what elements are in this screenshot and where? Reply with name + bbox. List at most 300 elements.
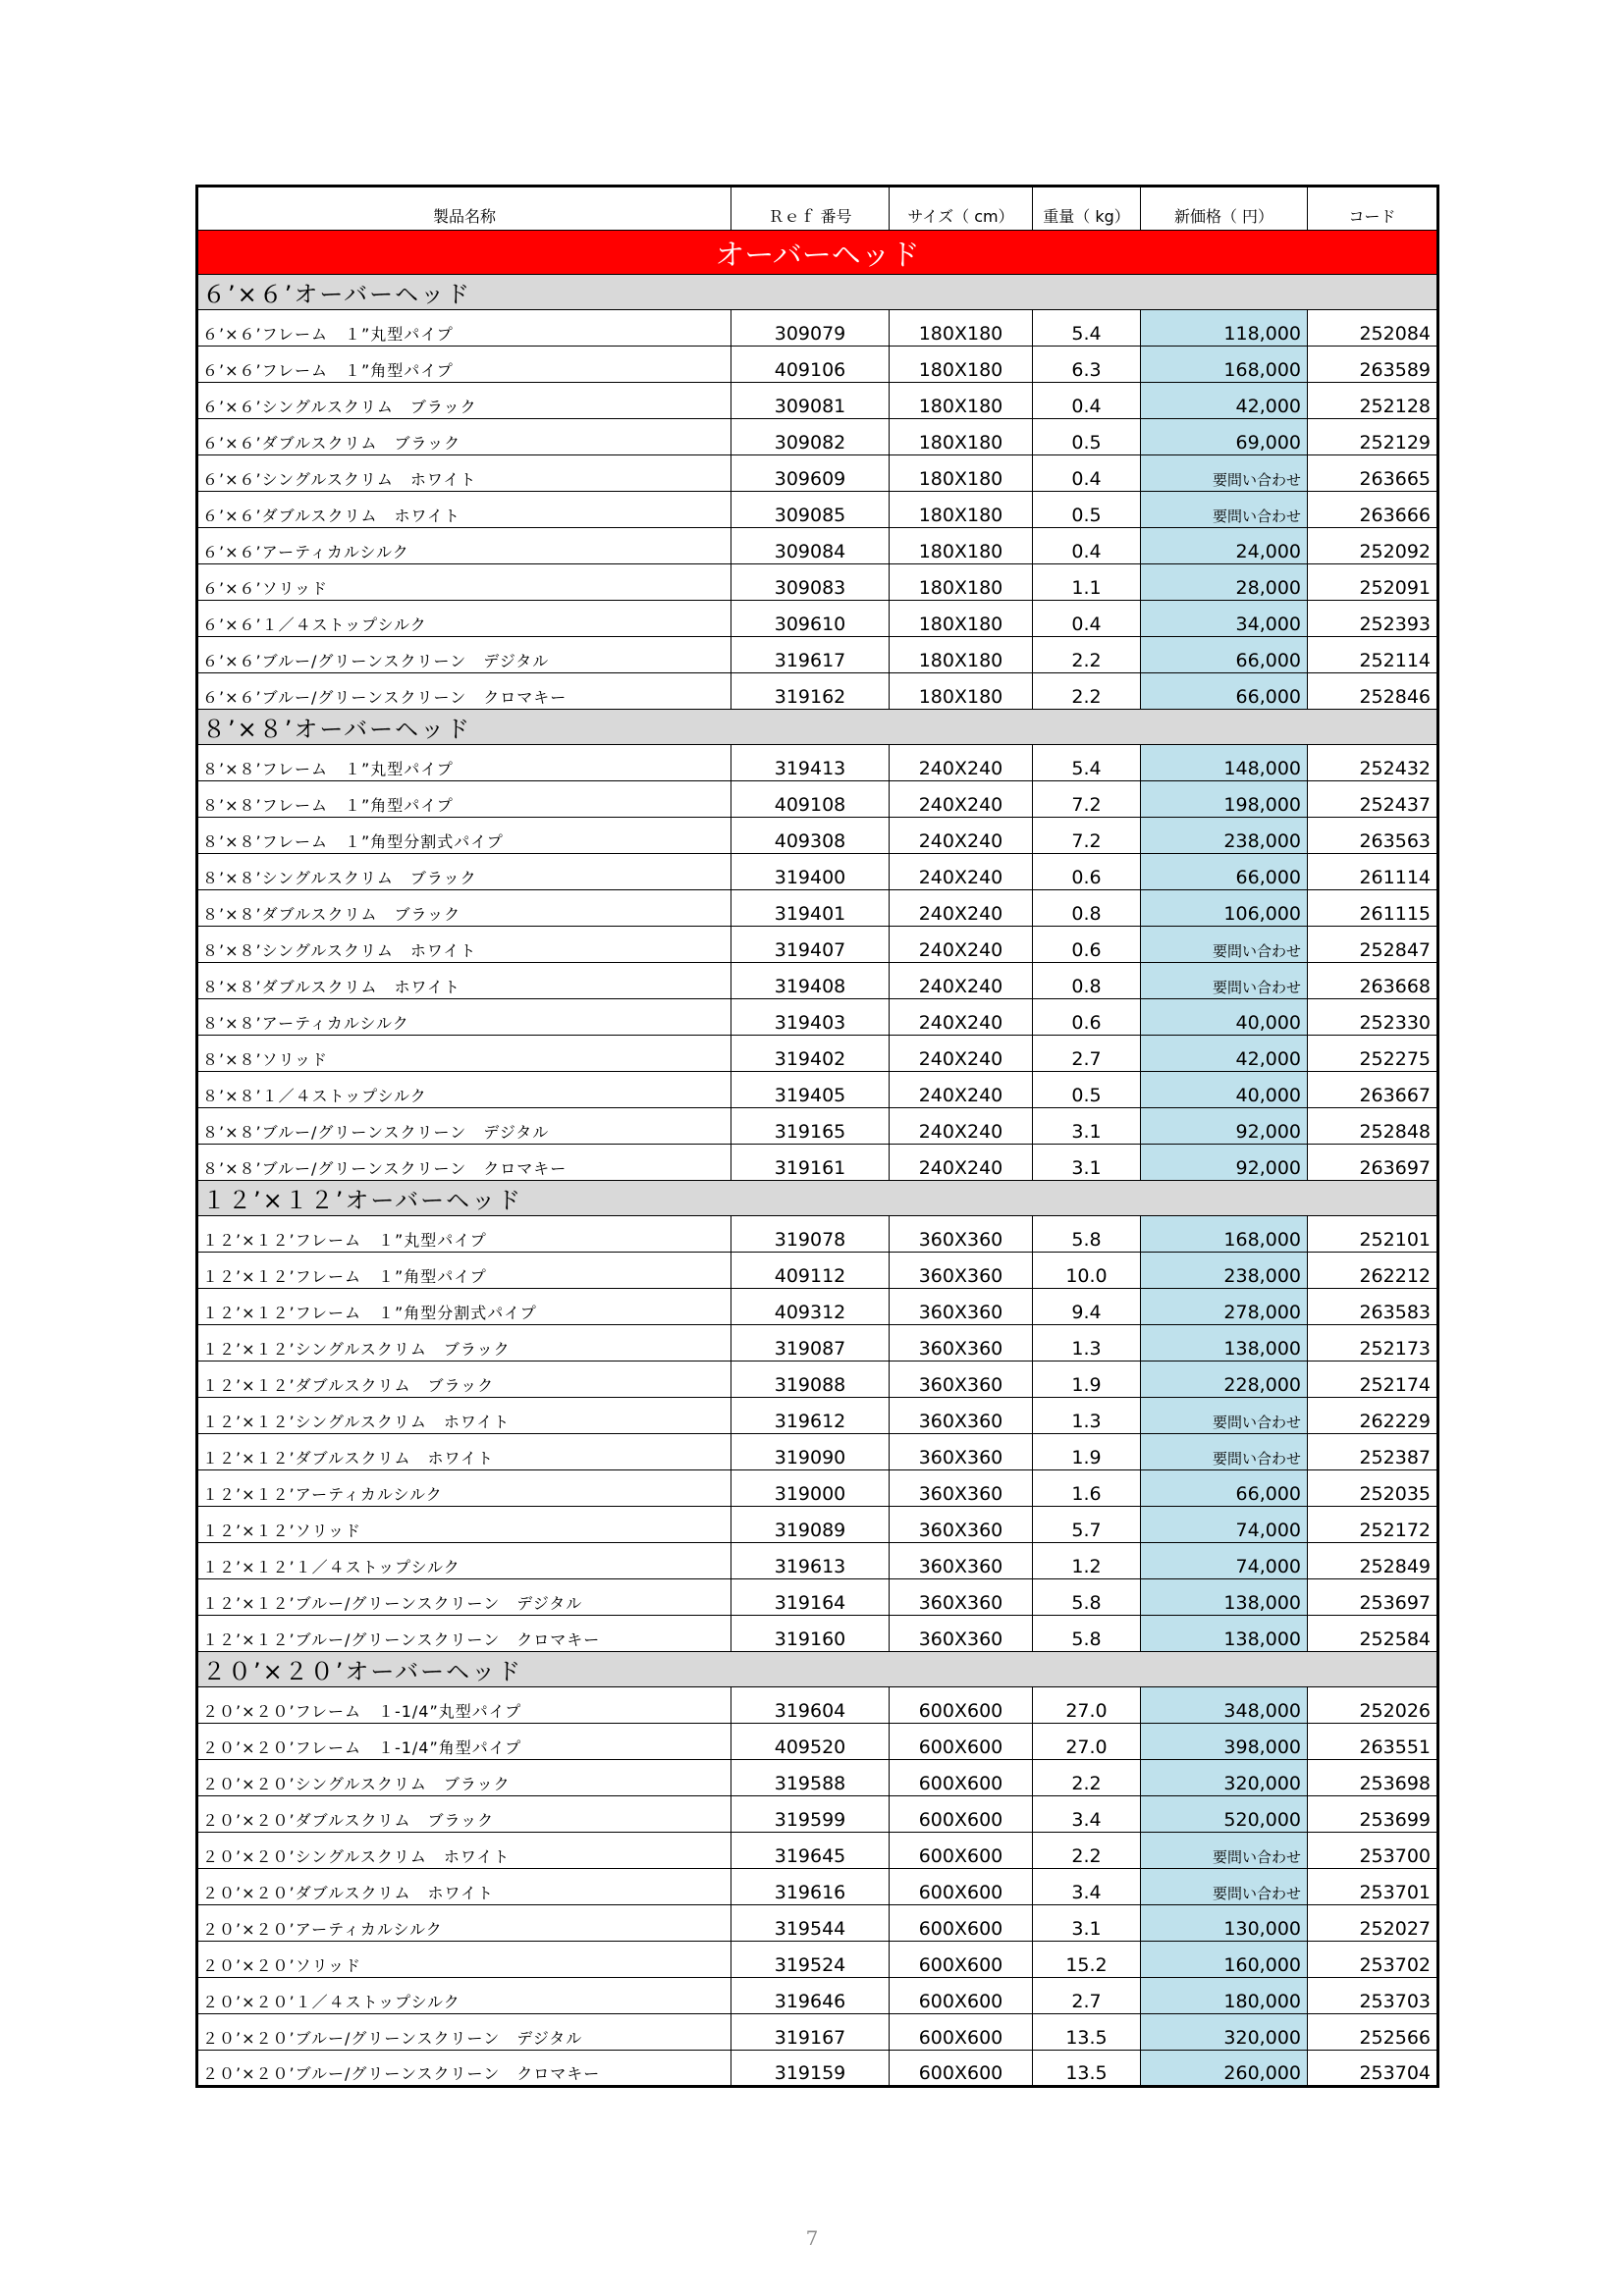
size-value: 600X600 [890,2051,1033,2087]
price-value: 40,000 [1141,999,1308,1036]
product-code: 263589 [1308,347,1438,383]
weight-value: 0.4 [1033,383,1141,419]
size-value: 180X180 [890,492,1033,528]
price-value: 要問い合わせ [1141,1869,1308,1905]
product-name: ２０’×２０’ダブルスクリム ホワイト [197,1869,731,1905]
price-value: 168,000 [1141,347,1308,383]
size-value: 240X240 [890,1145,1033,1181]
product-name: ６’×６’ソリッド [197,564,731,601]
product-code: 252035 [1308,1470,1438,1507]
price-value: 160,000 [1141,1942,1308,1978]
ref-number: 319544 [731,1905,890,1942]
ref-number: 319646 [731,1978,890,2014]
product-name: ８’×８’１／４ストップシルク [197,1072,731,1108]
ref-number: 319612 [731,1398,890,1434]
product-code: 253697 [1308,1579,1438,1616]
header-weight: 重量（ kg） [1033,187,1141,231]
size-value: 240X240 [890,854,1033,890]
size-value: 240X240 [890,745,1033,781]
price-value: 238,000 [1141,818,1308,854]
header-ref: Ｒｅｆ 番号 [731,187,890,231]
ref-number: 319599 [731,1796,890,1833]
ref-number: 319165 [731,1108,890,1145]
table-row [197,1796,1438,1833]
product-name: ８’×８’フレーム １”角型分割式パイプ [197,818,731,854]
weight-value: 2.2 [1033,1760,1141,1796]
ref-number: 319588 [731,1760,890,1796]
table-row [197,1833,1438,1869]
table-row [197,2014,1438,2051]
table-row [197,927,1438,963]
weight-value: 2.7 [1033,1036,1141,1072]
ref-number: 319616 [731,1869,890,1905]
product-code: 252114 [1308,637,1438,673]
price-value: 138,000 [1141,1616,1308,1652]
table-row [197,1289,1438,1325]
product-name: ２０’×２０’ブルー/グリーンスクリーン クロマキー [197,2051,731,2087]
price-value: 66,000 [1141,1470,1308,1507]
weight-value: 0.4 [1033,528,1141,564]
product-code: 252174 [1308,1362,1438,1398]
product-code: 261114 [1308,854,1438,890]
ref-number: 319078 [731,1216,890,1253]
table-row [197,492,1438,528]
weight-value: 1.6 [1033,1470,1141,1507]
price-value: 28,000 [1141,564,1308,601]
size-value: 600X600 [890,1905,1033,1942]
product-name: ６’×６’１／４ストップシルク [197,601,731,637]
weight-value: 0.5 [1033,419,1141,455]
product-name: ８’×８’フレーム １”角型パイプ [197,781,731,818]
product-name: ６’×６’シングルスクリム ホワイト [197,455,731,492]
table-row [197,1398,1438,1434]
table-row [197,673,1438,710]
weight-value: 0.6 [1033,999,1141,1036]
section-header-row [197,710,1438,745]
ref-number: 409112 [731,1253,890,1289]
category-banner: オーバーヘッド [197,231,1438,275]
product-code: 261115 [1308,890,1438,927]
product-code: 253698 [1308,1760,1438,1796]
size-value: 360X360 [890,1398,1033,1434]
size-value: 240X240 [890,1072,1033,1108]
product-code: 263551 [1308,1724,1438,1760]
category-banner-row [197,231,1438,275]
price-value: 74,000 [1141,1507,1308,1543]
product-code: 252026 [1308,1687,1438,1724]
price-value: 要問い合わせ [1141,1833,1308,1869]
ref-number: 309610 [731,601,890,637]
header-name: 製品名称 [197,187,731,231]
product-code: 252128 [1308,383,1438,419]
product-name: ６’×６’ブルー/グリーンスクリーン デジタル [197,637,731,673]
size-value: 600X600 [890,1833,1033,1869]
size-value: 360X360 [890,1216,1033,1253]
ref-number: 319524 [731,1942,890,1978]
product-code: 252173 [1308,1325,1438,1362]
product-name: １２’×１２’フレーム １”丸型パイプ [197,1216,731,1253]
size-value: 180X180 [890,419,1033,455]
product-name: ６’×６’ダブルスクリム ブラック [197,419,731,455]
product-name: １２’×１２’ブルー/グリーンスクリーン デジタル [197,1579,731,1616]
weight-value: 0.5 [1033,1072,1141,1108]
product-name: ８’×８’ダブルスクリム ホワイト [197,963,731,999]
weight-value: 2.2 [1033,673,1141,710]
product-name: ２０’×２０’ブルー/グリーンスクリーン デジタル [197,2014,731,2051]
table-row [197,1760,1438,1796]
price-value: 320,000 [1141,2014,1308,2051]
product-code: 252849 [1308,1543,1438,1579]
price-value: 238,000 [1141,1253,1308,1289]
size-value: 240X240 [890,818,1033,854]
table-row [197,347,1438,383]
page-number: 7 [805,2226,819,2250]
table-row [197,1543,1438,1579]
price-value: 要問い合わせ [1141,963,1308,999]
price-value: 228,000 [1141,1362,1308,1398]
table-row [197,528,1438,564]
price-value: 278,000 [1141,1289,1308,1325]
product-name: １２’×１２’ソリッド [197,1507,731,1543]
product-code: 253699 [1308,1796,1438,1833]
price-table-body [197,187,1438,2087]
section-title: １２’×１２’オーバーヘッド [197,1181,1438,1216]
size-value: 600X600 [890,1760,1033,1796]
ref-number: 319159 [731,2051,890,2087]
price-value: 40,000 [1141,1072,1308,1108]
ref-number: 309085 [731,492,890,528]
weight-value: 2.2 [1033,1833,1141,1869]
weight-value: 0.8 [1033,890,1141,927]
product-name: ８’×８’アーティカルシルク [197,999,731,1036]
ref-number: 319400 [731,854,890,890]
product-name: ８’×８’ダブルスクリム ブラック [197,890,731,927]
price-value: 69,000 [1141,419,1308,455]
ref-number: 319403 [731,999,890,1036]
ref-number: 319089 [731,1507,890,1543]
size-value: 600X600 [890,2014,1033,2051]
weight-value: 7.2 [1033,781,1141,818]
product-code: 252846 [1308,673,1438,710]
product-code: 252393 [1308,601,1438,637]
weight-value: 13.5 [1033,2014,1141,2051]
price-value: 92,000 [1141,1145,1308,1181]
product-code: 252584 [1308,1616,1438,1652]
price-value: 138,000 [1141,1325,1308,1362]
size-value: 360X360 [890,1616,1033,1652]
table-row [197,1978,1438,2014]
product-code: 263563 [1308,818,1438,854]
size-value: 180X180 [890,564,1033,601]
weight-value: 1.9 [1033,1362,1141,1398]
size-value: 360X360 [890,1325,1033,1362]
weight-value: 5.4 [1033,310,1141,347]
product-name: ２０’×２０’１／４ストップシルク [197,1978,731,2014]
weight-value: 3.4 [1033,1869,1141,1905]
size-value: 600X600 [890,1942,1033,1978]
weight-value: 0.6 [1033,854,1141,890]
price-value: 148,000 [1141,745,1308,781]
header-price: 新価格（ 円） [1141,187,1308,231]
table-row [197,1145,1438,1181]
table-row [197,1905,1438,1942]
table-row [197,818,1438,854]
price-value: 92,000 [1141,1108,1308,1145]
ref-number: 319164 [731,1579,890,1616]
ref-number: 319617 [731,637,890,673]
table-row [197,745,1438,781]
table-row [197,2051,1438,2087]
product-name: ６’×６’シングルスクリム ブラック [197,383,731,419]
ref-number: 319088 [731,1362,890,1398]
ref-number: 319162 [731,673,890,710]
size-value: 180X180 [890,601,1033,637]
product-code: 252084 [1308,310,1438,347]
size-value: 360X360 [890,1434,1033,1470]
price-value: 66,000 [1141,673,1308,710]
product-code: 262212 [1308,1253,1438,1289]
ref-number: 309084 [731,528,890,564]
size-value: 180X180 [890,528,1033,564]
section-header-row [197,1652,1438,1687]
table-row [197,1616,1438,1652]
weight-value: 9.4 [1033,1289,1141,1325]
table-row [197,1942,1438,1978]
weight-value: 0.4 [1033,455,1141,492]
product-name: ６’×６’フレーム １”丸型パイプ [197,310,731,347]
product-code: 252847 [1308,927,1438,963]
ref-number: 309081 [731,383,890,419]
price-value: 198,000 [1141,781,1308,818]
price-value: 348,000 [1141,1687,1308,1724]
weight-value: 27.0 [1033,1724,1141,1760]
size-value: 240X240 [890,963,1033,999]
product-code: 263697 [1308,1145,1438,1181]
ref-number: 319645 [731,1833,890,1869]
weight-value: 5.4 [1033,745,1141,781]
ref-number: 319167 [731,2014,890,2051]
price-value: 66,000 [1141,854,1308,890]
product-name: １２’×１２’１／４ストップシルク [197,1543,731,1579]
product-name: ６’×６’アーティカルシルク [197,528,731,564]
size-value: 600X600 [890,1724,1033,1760]
product-name: ２０’×２０’フレーム １-1/4”丸型パイプ [197,1687,731,1724]
size-value: 240X240 [890,1036,1033,1072]
price-value: 180,000 [1141,1978,1308,2014]
weight-value: 1.3 [1033,1325,1141,1362]
product-name: １２’×１２’シングルスクリム ブラック [197,1325,731,1362]
product-code: 252027 [1308,1905,1438,1942]
ref-number: 319405 [731,1072,890,1108]
ref-number: 409308 [731,818,890,854]
size-value: 360X360 [890,1362,1033,1398]
size-value: 360X360 [890,1507,1033,1543]
product-code: 252432 [1308,745,1438,781]
weight-value: 7.2 [1033,818,1141,854]
price-value: 130,000 [1141,1905,1308,1942]
table-row [197,1869,1438,1905]
table-row [197,963,1438,999]
price-value: 要問い合わせ [1141,1398,1308,1434]
size-value: 180X180 [890,673,1033,710]
table-row [197,1579,1438,1616]
product-name: ２０’×２０’アーティカルシルク [197,1905,731,1942]
section-header-row [197,275,1438,310]
table-row [197,781,1438,818]
weight-value: 0.5 [1033,492,1141,528]
price-value: 要問い合わせ [1141,455,1308,492]
price-value: 要問い合わせ [1141,492,1308,528]
size-value: 600X600 [890,1869,1033,1905]
price-value: 520,000 [1141,1796,1308,1833]
section-title: ２０’×２０’オーバーヘッド [197,1652,1438,1687]
price-table [195,185,1439,2088]
table-row [197,1687,1438,1724]
price-value: 24,000 [1141,528,1308,564]
ref-number: 319000 [731,1470,890,1507]
header-size: サイズ（ cm） [890,187,1033,231]
table-row [197,1325,1438,1362]
weight-value: 3.1 [1033,1145,1141,1181]
ref-number: 319401 [731,890,890,927]
weight-value: 3.1 [1033,1905,1141,1942]
weight-value: 1.2 [1033,1543,1141,1579]
weight-value: 5.8 [1033,1579,1141,1616]
size-value: 360X360 [890,1253,1033,1289]
product-code: 263668 [1308,963,1438,999]
weight-value: 1.3 [1033,1398,1141,1434]
table-row [197,1362,1438,1398]
price-value: 要問い合わせ [1141,927,1308,963]
size-value: 360X360 [890,1289,1033,1325]
weight-value: 5.7 [1033,1507,1141,1543]
weight-value: 5.8 [1033,1216,1141,1253]
product-name: ２０’×２０’ソリッド [197,1942,731,1978]
size-value: 240X240 [890,890,1033,927]
price-value: 34,000 [1141,601,1308,637]
product-code: 252091 [1308,564,1438,601]
price-value: 66,000 [1141,637,1308,673]
price-value: 260,000 [1141,2051,1308,2087]
price-value: 168,000 [1141,1216,1308,1253]
header-code: コード [1308,187,1438,231]
weight-value: 0.4 [1033,601,1141,637]
product-name: ２０’×２０’シングルスクリム ホワイト [197,1833,731,1869]
weight-value: 13.5 [1033,2051,1141,2087]
ref-number: 319407 [731,927,890,963]
product-code: 252437 [1308,781,1438,818]
product-name: ８’×８’シングルスクリム ブラック [197,854,731,890]
table-row [197,854,1438,890]
size-value: 240X240 [890,781,1033,818]
ref-number: 309609 [731,455,890,492]
product-name: １２’×１２’フレーム １”角型分割式パイプ [197,1289,731,1325]
product-code: 252172 [1308,1507,1438,1543]
table-row [197,1507,1438,1543]
table-row [197,637,1438,673]
weight-value: 5.8 [1033,1616,1141,1652]
size-value: 360X360 [890,1579,1033,1616]
product-code: 253700 [1308,1833,1438,1869]
ref-number: 319413 [731,745,890,781]
product-code: 263666 [1308,492,1438,528]
ref-number: 309082 [731,419,890,455]
size-value: 360X360 [890,1470,1033,1507]
table-row [197,455,1438,492]
product-name: １２’×１２’アーティカルシルク [197,1470,731,1507]
weight-value: 1.9 [1033,1434,1141,1470]
table-row [197,1434,1438,1470]
product-code: 253702 [1308,1942,1438,1978]
table-row [197,383,1438,419]
price-value: 138,000 [1141,1579,1308,1616]
size-value: 600X600 [890,1687,1033,1724]
product-code: 262229 [1308,1398,1438,1434]
table-row [197,419,1438,455]
table-row [197,1724,1438,1760]
table-row [197,1108,1438,1145]
product-name: １２’×１２’ブルー/グリーンスクリーン クロマキー [197,1616,731,1652]
product-name: ２０’×２０’シングルスクリム ブラック [197,1760,731,1796]
product-code: 253703 [1308,1978,1438,2014]
size-value: 600X600 [890,1978,1033,2014]
weight-value: 3.4 [1033,1796,1141,1833]
weight-value: 2.7 [1033,1978,1141,2014]
ref-number: 319160 [731,1616,890,1652]
product-name: １２’×１２’シングルスクリム ホワイト [197,1398,731,1434]
price-value: 118,000 [1141,310,1308,347]
product-code: 252092 [1308,528,1438,564]
section-title: ８’×８’オーバーヘッド [197,710,1438,745]
product-code: 253704 [1308,2051,1438,2087]
product-code: 263583 [1308,1289,1438,1325]
product-code: 252848 [1308,1108,1438,1145]
price-value: 要問い合わせ [1141,1434,1308,1470]
table-row [197,310,1438,347]
weight-value: 10.0 [1033,1253,1141,1289]
product-name: ２０’×２０’ダブルスクリム ブラック [197,1796,731,1833]
product-code: 252566 [1308,2014,1438,2051]
product-name: ８’×８’シングルスクリム ホワイト [197,927,731,963]
ref-number: 409520 [731,1724,890,1760]
table-row [197,1470,1438,1507]
size-value: 240X240 [890,1108,1033,1145]
ref-number: 319402 [731,1036,890,1072]
section-header-row [197,1181,1438,1216]
weight-value: 2.2 [1033,637,1141,673]
table-row [197,1072,1438,1108]
product-code: 252101 [1308,1216,1438,1253]
product-name: ８’×８’ブルー/グリーンスクリーン クロマキー [197,1145,731,1181]
table-row [197,564,1438,601]
table-row [197,890,1438,927]
table-row [197,601,1438,637]
table-row [197,1216,1438,1253]
product-code: 253701 [1308,1869,1438,1905]
product-name: １２’×１２’ダブルスクリム ブラック [197,1362,731,1398]
size-value: 240X240 [890,927,1033,963]
weight-value: 0.8 [1033,963,1141,999]
product-name: ６’×６’ダブルスクリム ホワイト [197,492,731,528]
price-value: 42,000 [1141,383,1308,419]
table-row [197,1036,1438,1072]
ref-number: 319613 [731,1543,890,1579]
price-value: 106,000 [1141,890,1308,927]
price-value: 74,000 [1141,1543,1308,1579]
product-name: ６’×６’フレーム １”角型パイプ [197,347,731,383]
product-name: １２’×１２’フレーム １”角型パイプ [197,1253,731,1289]
column-header-row [197,187,1438,231]
